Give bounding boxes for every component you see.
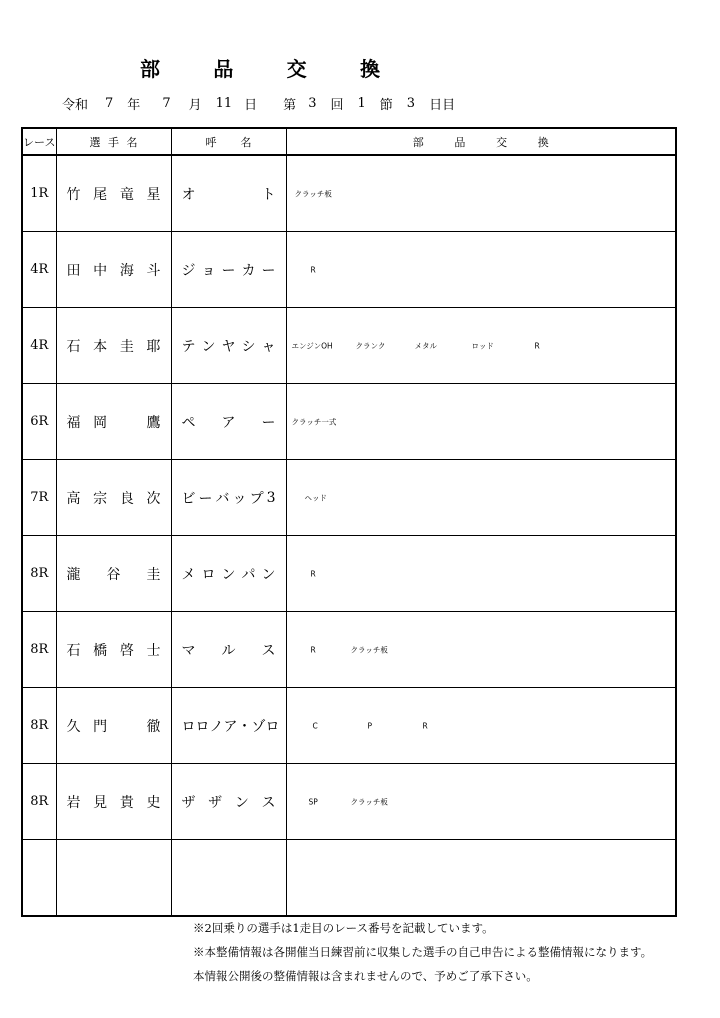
parts-cell: [286, 308, 676, 384]
name-char: 星: [146, 186, 161, 203]
footnote: ※2回乗りの選手は1走目のレース番号を記載しています。: [193, 921, 494, 935]
part-item: メタル: [414, 341, 437, 350]
table-row: [22, 155, 676, 232]
call-char: ー: [261, 414, 276, 431]
parts-exchange-table: [21, 127, 677, 917]
part-item: クラッチ板: [350, 797, 388, 806]
parts-cell: [286, 688, 676, 764]
call-name: [171, 460, 286, 536]
table-row: [22, 612, 676, 688]
title-char: 部: [140, 56, 160, 81]
name-char: 尾: [93, 186, 108, 203]
call-char: ザ: [208, 794, 223, 811]
name-char: 斗: [146, 262, 161, 279]
call-char: ア: [221, 414, 236, 431]
date-era: 令和: [62, 97, 89, 113]
call-char: ア: [223, 718, 238, 735]
name-char: 竹: [66, 186, 81, 203]
race-number: 8R: [22, 764, 56, 840]
name-char: 瀧: [66, 566, 81, 583]
racer-name: [56, 308, 171, 384]
table-row-empty: [22, 840, 676, 917]
date-setsu: 節: [379, 97, 393, 113]
header-char: 名: [126, 135, 138, 149]
name-char: 中: [93, 262, 108, 279]
part-item: P: [367, 721, 373, 730]
call-char: ロ: [265, 718, 280, 735]
name-char: 史: [146, 794, 161, 811]
parts-cell: [286, 460, 676, 536]
name-char: 田: [66, 262, 81, 279]
part-item: R: [422, 721, 428, 730]
name-char: 門: [93, 718, 108, 735]
race-number: 4R: [22, 232, 56, 308]
header-char: 呼: [205, 135, 217, 149]
race-number: 8R: [22, 612, 56, 688]
part-item: クラッチ板: [350, 645, 388, 654]
racer-name: [56, 688, 171, 764]
date-month: 7: [162, 95, 171, 111]
table-row: [22, 536, 676, 612]
call-char: ペ: [181, 414, 196, 431]
call-name: [171, 612, 286, 688]
call-name: [171, 764, 286, 840]
racer-name: [56, 536, 171, 612]
call-char: メ: [181, 566, 196, 583]
name-char: 石: [66, 642, 81, 659]
header-char: 名: [240, 135, 252, 149]
name-char: 谷: [106, 566, 121, 583]
header-char: 選: [89, 135, 101, 149]
date-day: 11: [215, 95, 233, 111]
call-char: ッ: [232, 490, 247, 507]
call-char: バ: [215, 490, 230, 507]
call-char: ・: [237, 718, 252, 735]
race-number: 8R: [22, 536, 56, 612]
call-char: ル: [221, 642, 236, 659]
call-char: オ: [181, 186, 196, 203]
call-char: ロ: [201, 566, 216, 583]
name-char: 竜: [119, 186, 134, 203]
name-char: 耶: [146, 338, 161, 355]
meet-date-line: [62, 94, 455, 112]
part-item: クラッチ板: [294, 189, 332, 198]
call-char: ー: [198, 490, 213, 507]
racer-name: [56, 764, 171, 840]
name-char: 啓: [119, 642, 134, 659]
date-year-unit: 年: [127, 97, 141, 113]
date-kai: 回: [330, 97, 344, 113]
call-name: [171, 308, 286, 384]
call-name: [171, 232, 286, 308]
date-setsu-number: 1: [357, 95, 366, 111]
header-parts-exchange: [286, 128, 676, 155]
date-day-unit: 日: [244, 97, 258, 113]
racer-name: [56, 384, 171, 460]
empty-cell: [171, 840, 286, 917]
table-header-row: [22, 128, 676, 155]
call-char: ジ: [181, 262, 196, 279]
date-year: 7: [105, 95, 114, 111]
empty-cell: [22, 840, 56, 917]
part-item: クラッチ一式: [291, 417, 337, 426]
call-char: ビ: [181, 490, 196, 507]
title-char: 換: [359, 56, 380, 81]
table-row: [22, 688, 676, 764]
name-char: 高: [66, 490, 81, 507]
call-name: [171, 536, 286, 612]
title-char: 品: [213, 56, 234, 81]
header-race: レース: [22, 128, 56, 155]
name-char: 岡: [93, 414, 108, 431]
name-char: 岩: [66, 794, 81, 811]
name-char: 見: [93, 794, 108, 811]
call-char: マ: [181, 642, 196, 659]
table-row: [22, 232, 676, 308]
table-row: [22, 460, 676, 536]
footnote: ※本整備情報は各開催当日練習前に収集した選手の自己申告による整備情報になります。: [193, 945, 653, 959]
header-char: 品: [454, 135, 466, 149]
title-char: 交: [286, 56, 307, 81]
race-number: 6R: [22, 384, 56, 460]
header-call-name: [171, 128, 286, 155]
name-char: 貴: [119, 794, 134, 811]
call-char: ト: [261, 186, 276, 203]
name-char: 鷹: [146, 414, 161, 431]
table-row: [22, 764, 676, 840]
call-char: テ: [181, 338, 196, 355]
call-char: ス: [261, 794, 276, 811]
call-char: シ: [241, 338, 256, 355]
call-char: ス: [261, 642, 276, 659]
call-char: ノ: [209, 718, 224, 735]
header-char: 手: [108, 135, 119, 149]
name-char: 久: [66, 718, 81, 735]
parts-cell: [286, 536, 676, 612]
header-char: 部: [412, 135, 424, 149]
call-char: ー: [221, 262, 236, 279]
table-row: [22, 308, 676, 384]
race-number: 7R: [22, 460, 56, 536]
racer-name: [56, 155, 171, 232]
call-char: ロ: [181, 718, 196, 735]
name-char: 福: [66, 414, 81, 431]
table-row: [22, 384, 676, 460]
name-char: 良: [119, 490, 134, 507]
part-item: R: [310, 265, 316, 274]
name-char: 圭: [146, 566, 161, 583]
racer-name: [56, 612, 171, 688]
racer-name: [56, 460, 171, 536]
parts-cell: [286, 155, 676, 232]
part-item: クランク: [355, 341, 386, 350]
empty-cell: [56, 840, 171, 917]
part-item: ロッド: [471, 341, 494, 350]
footnotes: [193, 916, 652, 988]
header-char: 交: [496, 135, 508, 149]
part-item: C: [312, 721, 318, 730]
call-char: ン: [261, 566, 276, 583]
name-char: 徹: [146, 718, 161, 735]
call-char: ザ: [181, 794, 196, 811]
race-number: 1R: [22, 155, 56, 232]
footnote: 本情報公開後の整備情報は含まれませんので、予めご了承下さい。: [193, 969, 538, 983]
name-char: 石: [66, 338, 81, 355]
call-char: ョ: [201, 262, 216, 279]
call-char: パ: [241, 566, 256, 583]
date-nichime: 日目: [429, 97, 456, 113]
header-char: 換: [537, 135, 549, 149]
call-char: プ: [249, 490, 264, 507]
parts-cell: [286, 764, 676, 840]
call-char: ャ: [261, 338, 276, 355]
name-char: 圭: [119, 338, 134, 355]
call-char: ロ: [195, 718, 210, 735]
date-dai: 第: [283, 97, 297, 113]
part-item: ヘッド: [304, 493, 327, 502]
parts-cell: [286, 232, 676, 308]
parts-cell: [286, 384, 676, 460]
name-char: 士: [146, 642, 161, 659]
name-char: 橋: [93, 642, 108, 659]
part-item: エンジンOH: [291, 341, 333, 350]
document-title: [140, 54, 380, 80]
name-char: 本: [93, 338, 108, 355]
parts-cell: [286, 612, 676, 688]
part-item: R: [310, 569, 316, 578]
date-day-number: 3: [406, 95, 416, 111]
call-name: [171, 384, 286, 460]
call-name: [171, 155, 286, 232]
call-char: ン: [221, 566, 236, 583]
racer-name: [56, 232, 171, 308]
date-month-unit: 月: [188, 97, 202, 113]
name-char: 次: [146, 490, 161, 507]
part-item: R: [534, 341, 540, 350]
call-char: カ: [241, 262, 256, 279]
call-char: ン: [201, 338, 216, 355]
empty-cell: [286, 840, 676, 917]
part-item: R: [310, 645, 316, 654]
call-char: ー: [261, 262, 276, 279]
date-kai-number: 3: [308, 95, 317, 111]
name-char: 宗: [93, 490, 108, 507]
call-name: [171, 688, 286, 764]
call-char: 3: [266, 489, 276, 506]
call-char: ン: [234, 794, 249, 811]
name-char: 海: [119, 262, 134, 279]
race-number: 4R: [22, 308, 56, 384]
part-item: SP: [308, 797, 318, 806]
call-char: ゾ: [251, 718, 266, 735]
header-racer-name: [56, 128, 171, 155]
race-number: 8R: [22, 688, 56, 764]
call-char: ヤ: [221, 338, 236, 355]
